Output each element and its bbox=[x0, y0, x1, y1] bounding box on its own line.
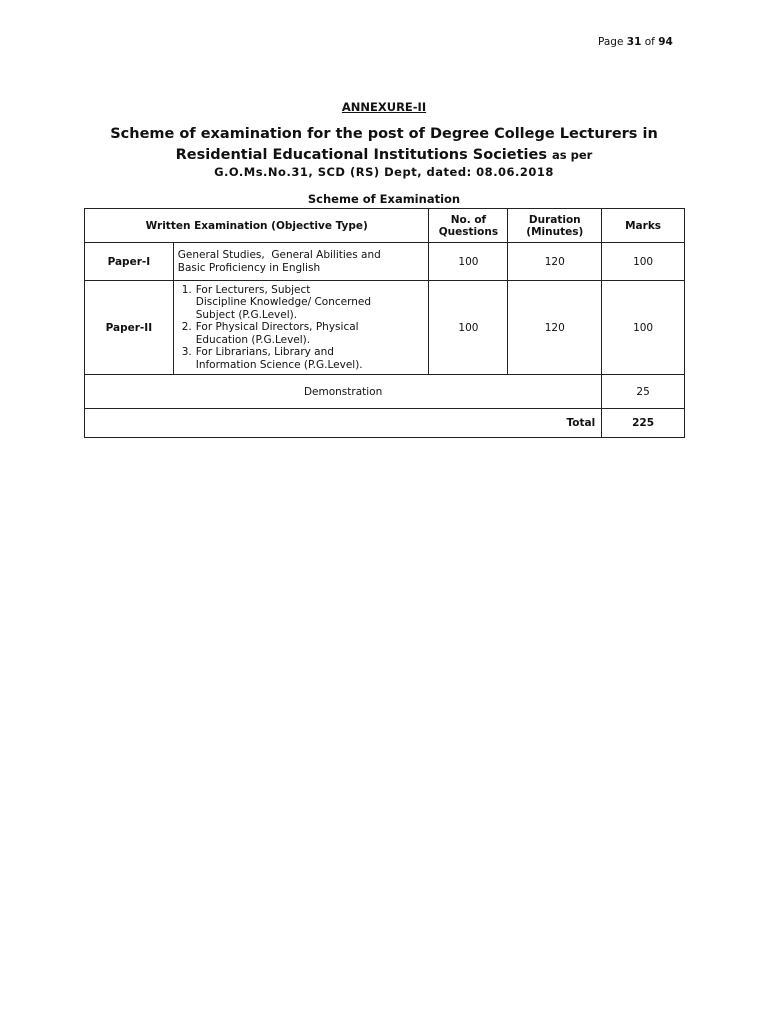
header-marks: Marks bbox=[602, 209, 685, 243]
table-row-total bbox=[85, 409, 685, 438]
item-line: For Lecturers, Subject bbox=[195, 283, 311, 296]
title-line-1: Scheme of examination for the post of Degree College Lecturers in bbox=[110, 126, 658, 142]
scheme-table bbox=[84, 208, 685, 438]
total-label: Total bbox=[85, 409, 602, 438]
item-line: For Physical Directors, Physical bbox=[195, 321, 359, 334]
page-total: 94 bbox=[658, 36, 673, 48]
header-written: Written Examination (Objective Type) bbox=[85, 209, 429, 243]
paper1-desc-l1: General Studies, General Abilities and bbox=[177, 248, 381, 261]
total-marks: 225 bbox=[602, 409, 685, 438]
header-questions-l2: Questions bbox=[438, 225, 499, 238]
item-line: Education (P.G.Level). bbox=[195, 333, 311, 346]
paper1-label: Paper-I bbox=[85, 243, 174, 281]
header-questions-l1: No. of bbox=[450, 213, 487, 226]
paper2-description bbox=[173, 281, 429, 375]
table-row-paper1 bbox=[85, 243, 685, 281]
list-item bbox=[181, 283, 425, 322]
title-line-2-suffix: as per bbox=[552, 148, 593, 162]
paper2-marks: 100 bbox=[602, 281, 685, 375]
item-line: Discipline Knowledge/ Concerned bbox=[195, 296, 371, 309]
item-number: 2. bbox=[181, 321, 192, 334]
page-of: of bbox=[644, 36, 655, 48]
list-item bbox=[181, 321, 425, 346]
paper2-duration: 120 bbox=[508, 281, 602, 375]
table-header-row bbox=[85, 209, 685, 243]
paper1-desc-l2: Basic Proficiency in English bbox=[177, 261, 321, 274]
paper1-marks: 100 bbox=[602, 243, 685, 281]
page-current: 31 bbox=[626, 36, 642, 48]
item-number: 1. bbox=[181, 283, 192, 296]
header-duration-l1: Duration bbox=[528, 213, 581, 226]
list-item bbox=[181, 346, 425, 371]
table-row-paper2 bbox=[85, 281, 685, 375]
title-line-2 bbox=[0, 147, 768, 163]
item-number: 3. bbox=[181, 346, 192, 359]
paper2-questions: 100 bbox=[429, 281, 508, 375]
annexure-heading: ANNEXURE-II bbox=[341, 100, 427, 114]
paper2-label: Paper-II bbox=[85, 281, 174, 375]
paper1-questions: 100 bbox=[429, 243, 508, 281]
paper1-duration: 120 bbox=[508, 243, 602, 281]
header-duration bbox=[508, 209, 602, 243]
table-row-demonstration bbox=[85, 375, 685, 409]
demonstration-marks: 25 bbox=[602, 375, 685, 409]
page-number bbox=[598, 36, 673, 48]
item-line: Subject (P.G.Level). bbox=[195, 308, 298, 321]
paper1-description bbox=[173, 243, 429, 281]
item-line: For Librarians, Library and bbox=[195, 346, 334, 359]
title-line-2-main: Residential Educational Institutions Societies bbox=[175, 147, 547, 163]
table-caption: Scheme of Examination bbox=[307, 192, 461, 206]
page-prefix: Page bbox=[598, 36, 624, 48]
item-line: Information Science (P.G.Level). bbox=[195, 358, 363, 371]
paper2-list bbox=[178, 284, 425, 372]
go-reference: G.O.Ms.No.31, SCD (RS) Dept, dated: 08.06.2018 bbox=[214, 165, 554, 179]
demonstration-label: Demonstration bbox=[85, 375, 602, 409]
header-duration-l2: (Minutes) bbox=[526, 225, 584, 238]
header-questions bbox=[429, 209, 508, 243]
